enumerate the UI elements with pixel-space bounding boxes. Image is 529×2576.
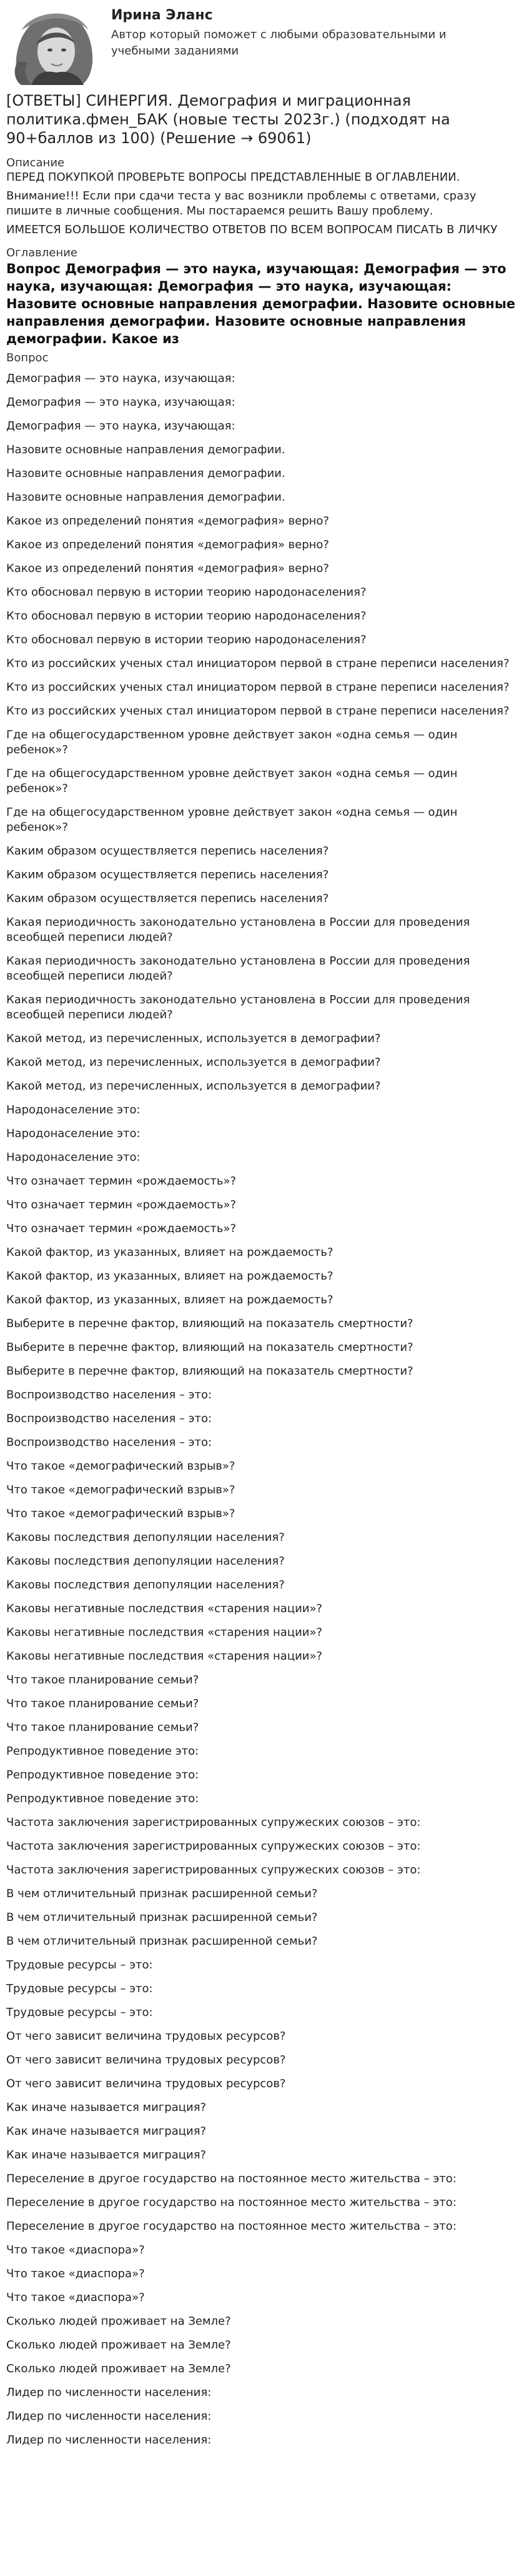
question-item: Народонаселение это: [6, 1103, 141, 1116]
question-item: Выберите в перечне фактор, влияющий на показатель смертности? [6, 1365, 413, 1378]
description-line-3: ИМЕЕТСЯ БОЛЬШОЕ КОЛИЧЕСТВО ОТВЕТОВ ПО ВСЕМ ВОПРОСАМ ПИСАТЬ В ЛИЧКУ [6, 223, 498, 236]
question-item: Как иначе называется миграция? [6, 2125, 207, 2138]
description-label: Описание [6, 156, 65, 169]
question-item: Каким образом осуществляется перепись населения? [6, 868, 329, 881]
question-item: Кто из российских ученых стал инициатором первой в стране переписи населения? [6, 657, 510, 670]
question-item: Демография — это наука, изучающая: [6, 372, 235, 385]
question-item: Какая периодичность законодательно установлена в России для проведения всеобщей переписи людей? [6, 916, 470, 944]
question-item: Что такое «диаспора»? [6, 2267, 145, 2280]
question-item: Что означает термин «рождаемость»? [6, 1175, 237, 1188]
author-avatar[interactable] [6, 5, 100, 86]
question-item: Что означает термин «рождаемость»? [6, 1222, 237, 1235]
question-item: Где на общегосударственном уровне действует закон «одна семья — один ребенок»? [6, 806, 458, 834]
question-item: Воспроизводство населения – это: [6, 1436, 212, 1449]
question-item: Переселение в другое государство на постоянное место жительства – это: [6, 2172, 457, 2185]
question-item: Как иначе называется миграция? [6, 2148, 207, 2162]
question-item: Кто обосновал первую в истории теорию народонаселения? [6, 609, 367, 623]
question-item: Переселение в другое государство на постоянное место жительства – это: [6, 2196, 457, 2209]
question-item: Лидер по численности населения: [6, 2386, 212, 2399]
question-item: Что такое «демографический взрыв»? [6, 1507, 235, 1520]
question-item: Что такое «диаспора»? [6, 2243, 145, 2257]
question-item: Какое из определений понятия «демография» верно? [6, 562, 329, 575]
question-item: Репродуктивное поведение это: [6, 1745, 199, 1758]
question-item: Трудовые ресурсы – это: [6, 1982, 153, 1995]
question-item: Каковы последствия депопуляции населения? [6, 1555, 285, 1568]
question-item: Воспроизводство населения – это: [6, 1412, 212, 1425]
question-item: Какое из определений понятия «демография» верно? [6, 538, 329, 551]
question-item: Репродуктивное поведение это: [6, 1792, 199, 1805]
question-item: Какая периодичность законодательно установлена в России для проведения всеобщей переписи людей? [6, 955, 470, 983]
author-name[interactable]: Ирина Эланс [111, 8, 213, 23]
question-item: В чем отличительный признак расширенной семьи? [6, 1887, 318, 1900]
question-item: Какая периодичность законодательно установлена в России для проведения всеобщей переписи людей? [6, 993, 470, 1021]
question-item: Народонаселение это: [6, 1151, 141, 1164]
description-line-1: ПЕРЕД ПОКУПКОЙ ПРОВЕРЬТЕ ВОПРОСЫ ПРЕДСТАВЛЕННЫЕ В ОГЛАВЛЕНИИ. [6, 171, 460, 184]
toc-label: Оглавление [6, 246, 77, 259]
question-item: От чего зависит величина трудовых ресурсов? [6, 2053, 286, 2067]
question-item: Назовите основные направления демографии. [6, 467, 285, 480]
question-item: Кто из российских ученых стал инициатором первой в стране переписи населения? [6, 704, 510, 718]
question-item: Назовите основные направления демографии. [6, 443, 285, 456]
question-item: Каким образом осуществляется перепись населения? [6, 892, 329, 905]
question-item: Каковы последствия депопуляции населения? [6, 1531, 285, 1544]
question-item: Переселение в другое государство на постоянное место жительства – это: [6, 2220, 457, 2233]
question-item: Что такое «демографический взрыв»? [6, 1460, 235, 1473]
question-item: В чем отличительный признак расширенной семьи? [6, 1911, 318, 1924]
question-item: От чего зависит величина трудовых ресурсов? [6, 2030, 286, 2043]
toc-title: Вопрос Демография — это наука, изучающая: Демография — это наука, изучающая: Демография — это наука, изучающая: Назовите основные направления демографии. Назовите основные направления демографии. Назовите основные направления демографии. Какое из [6, 261, 516, 346]
author-description: Автор который поможет с любыми образовательными и учебными заданиями [111, 28, 447, 58]
question-item: Репродуктивное поведение это: [6, 1768, 199, 1782]
question-item: Сколько людей проживает на Земле? [6, 2362, 231, 2375]
author-card [6, 5, 523, 86]
question-item: Какое из определений понятия «демография» верно? [6, 514, 329, 528]
question-item: Каковы последствия депопуляции населения? [6, 1578, 285, 1591]
avatar-photo [6, 5, 100, 86]
question-item: Какой метод, из перечисленных, используется в демографии? [6, 1080, 381, 1093]
question-item: Кто обосновал первую в истории теорию народонаселения? [6, 633, 367, 646]
question-item: В чем отличительный признак расширенной семьи? [6, 1935, 318, 1948]
question-item: Кто из российских ученых стал инициатором первой в стране переписи населения? [6, 681, 510, 694]
question-item: Частота заключения зарегистрированных супружеских союзов – это: [6, 1840, 421, 1853]
question-item: Трудовые ресурсы – это: [6, 2006, 153, 2019]
question-item: Что означает термин «рождаемость»? [6, 1198, 237, 1211]
question-item: Что такое планирование семьи? [6, 1673, 199, 1686]
question-item: Сколько людей проживает на Земле? [6, 2338, 231, 2352]
question-item: Лидер по численности населения: [6, 2410, 212, 2423]
question-item: Выберите в перечне фактор, влияющий на показатель смертности? [6, 1341, 413, 1354]
question-item: Демография — это наука, изучающая: [6, 396, 235, 409]
question-item: Какой метод, из перечисленных, используется в демографии? [6, 1032, 381, 1045]
work-title: [ОТВЕТЫ] СИНЕРГИЯ. Демография и миграционная политика.фмен_БАК (новые тесты 2023г.) (подходят на 90+баллов из 100) (Решение → 69061) [6, 92, 450, 147]
question-list [6, 371, 523, 2448]
question-label: Вопрос [6, 351, 49, 364]
question-item: Кто обосновал первую в истории теорию народонаселения? [6, 586, 367, 599]
question-item: Сколько людей проживает на Земле? [6, 2315, 231, 2328]
question-item: Воспроизводство населения – это: [6, 1388, 212, 1401]
question-item: Каковы негативные последствия «старения нации»? [6, 1602, 323, 1615]
question-item: Где на общегосударственном уровне действует закон «одна семья — один ребенок»? [6, 728, 458, 756]
question-item: Выберите в перечне фактор, влияющий на показатель смертности? [6, 1317, 413, 1330]
question-item: Как иначе называется миграция? [6, 2101, 207, 2114]
question-item: Что такое «демографический взрыв»? [6, 1483, 235, 1496]
question-item: Какой метод, из перечисленных, используется в демографии? [6, 1056, 381, 1069]
question-item: Демография — это наука, изучающая: [6, 419, 235, 433]
question-item: Каковы негативные последствия «старения нации»? [6, 1626, 323, 1639]
question-item: Частота заключения зарегистрированных супружеских союзов – это: [6, 1816, 421, 1829]
question-item: Трудовые ресурсы – это: [6, 1958, 153, 1972]
question-item: Назовите основные направления демографии. [6, 491, 285, 504]
author-info [111, 5, 498, 59]
question-item: Какой фактор, из указанных, влияет на рождаемость? [6, 1270, 334, 1283]
question-item: Что такое планирование семьи? [6, 1721, 199, 1734]
question-item: Что такое планирование семьи? [6, 1697, 199, 1710]
question-item: Каковы негативные последствия «старения нации»? [6, 1650, 323, 1663]
question-item: Народонаселение это: [6, 1127, 141, 1140]
question-item: Каким образом осуществляется перепись населения? [6, 844, 329, 858]
question-item: Частота заключения зарегистрированных супружеских союзов – это: [6, 1863, 421, 1877]
question-item: Что такое «диаспора»? [6, 2291, 145, 2304]
question-item: Лидер по численности населения: [6, 2433, 212, 2447]
question-item: Какой фактор, из указанных, влияет на рождаемость? [6, 1293, 334, 1306]
description-line-2: Внимание!!! Если при сдачи теста у вас возникли проблемы с ответами, сразу пишите в личные сообщения. Мы постараемся решить Вашу проблему. [6, 189, 477, 218]
question-item: Какой фактор, из указанных, влияет на рождаемость? [6, 1246, 334, 1259]
question-item: Где на общегосударственном уровне действует закон «одна семья — один ребенок»? [6, 767, 458, 795]
question-item: От чего зависит величина трудовых ресурсов? [6, 2077, 286, 2090]
